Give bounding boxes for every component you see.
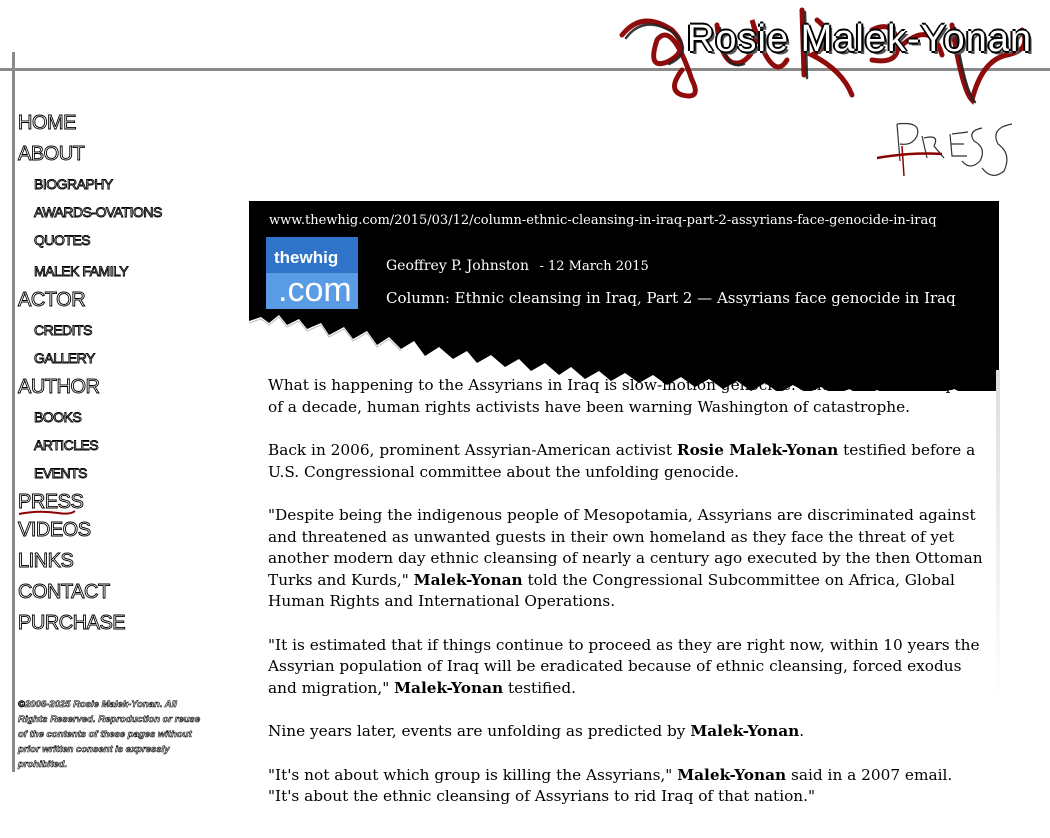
article-name-bold: Malek-Yonan bbox=[690, 722, 800, 740]
article-title: Column: Ethnic cleansing in Iraq, Part 2 — Assyrians face genocide in Iraq bbox=[386, 289, 956, 307]
article-text-run: Back in 2006, prominent Assyrian-American activist bbox=[268, 441, 677, 459]
active-nav-underline-icon bbox=[18, 508, 76, 518]
article-header-card bbox=[249, 201, 999, 391]
article-date: - 12 March 2015 bbox=[539, 259, 649, 274]
article-byline bbox=[386, 258, 649, 274]
logo-top-text: thewhig bbox=[274, 248, 339, 267]
press-heading-icon bbox=[872, 116, 1027, 186]
site-title[interactable]: Rosie Malek-Yonan bbox=[686, 18, 1032, 60]
nav-videos[interactable]: VIDEOS bbox=[18, 519, 91, 541]
article-name-bold: Malek-Yonan bbox=[413, 570, 523, 589]
thewhig-logo-icon[interactable] bbox=[266, 237, 358, 309]
article-text-run: What is happening to the Assyrians in Iraq is slow-motion genocide. And for the better part of a decade, human rights activists have been warning Washington of catastrophe. bbox=[268, 376, 978, 416]
nav-purchase[interactable]: PURCHASE bbox=[18, 612, 126, 634]
article-paragraph bbox=[268, 765, 983, 808]
article-paragraph bbox=[268, 440, 983, 483]
article-paragraph bbox=[268, 635, 983, 700]
nav-about[interactable]: ABOUT bbox=[18, 143, 85, 165]
nav-books[interactable]: BOOKS bbox=[34, 409, 82, 425]
article-text-run: testified before a U.S. Congressional committee about the unfolding genocide. bbox=[268, 441, 976, 481]
nav-gallery[interactable]: GALLERY bbox=[34, 350, 95, 366]
article-text-run: said in a 2007 email. "It's about the ethnic cleansing of Assyrians to rid Iraq of that nation." bbox=[268, 765, 953, 805]
logo-bottom-text: .com bbox=[278, 271, 352, 309]
article-text-run: testified. bbox=[503, 678, 576, 697]
article-paragraph bbox=[268, 505, 983, 613]
nav-actor[interactable]: ACTOR bbox=[18, 289, 86, 311]
article-author: Geoffrey P. Johnston bbox=[386, 258, 529, 274]
nav-articles[interactable]: ARTICLES bbox=[34, 437, 99, 453]
article-source-url[interactable]: www.thewhig.com/2015/03/12/column-ethnic-cleansing-in-iraq-part-2-assyrians-face-genocide-in-iraq bbox=[269, 213, 937, 228]
article-text-run: . bbox=[799, 722, 805, 740]
nav-malek-family[interactable]: MALEK FAMILY bbox=[34, 263, 129, 279]
nav-press[interactable]: PRESS bbox=[18, 491, 84, 513]
article-text-run: "Despite being the indigenous people of Mesopotamia, Assyrians are discriminated against and threatened as unwanted guests in their own homeland as they face the threat of yet another modern day ethnic cleansing of nearly a century ago executed by the then Ottoman Turks and Kurds," bbox=[268, 506, 983, 589]
nav-links[interactable]: LINKS bbox=[18, 550, 74, 572]
article-text-run: Nine years later, events are unfolding as predicted by bbox=[268, 722, 691, 740]
nav-author[interactable]: AUTHOR bbox=[18, 376, 100, 398]
article-name-bold: Malek-Yonan bbox=[677, 765, 787, 784]
article-body bbox=[268, 375, 983, 830]
article-text-run: "It's not about which group is killing the Assyrians," bbox=[268, 765, 678, 784]
nav-quotes[interactable]: QUOTES bbox=[34, 232, 91, 248]
article-paragraph bbox=[268, 721, 983, 743]
card-side-shadow bbox=[996, 370, 1000, 700]
article-text-run: "It is estimated that if things continue to proceed as they are right now, within 10 years the Assyrian population of Iraq will be eradicated because of ethnic cleansing, forced exodus and migration," bbox=[268, 635, 980, 697]
nav-biography[interactable]: BIOGRAPHY bbox=[34, 176, 113, 192]
nav-events[interactable]: EVENTS bbox=[34, 465, 88, 481]
nav-contact[interactable]: CONTACT bbox=[18, 581, 110, 603]
nav-awards[interactable]: AWARDS-OVATIONS bbox=[34, 204, 162, 220]
article-text-run: told the Congressional Subcommittee on Africa, Global Human Rights and International Operations. bbox=[268, 570, 955, 610]
article-name-bold: Rosie Malek-Yonan bbox=[676, 441, 839, 459]
nav-credits[interactable]: CREDITS bbox=[34, 322, 92, 338]
copyright-notice: ©2006-2025 Rosie Malek-Yonan. All Rights Reserved. Reproduction or reuse of the contents of these pages without prior written consent is expressly prohibited. bbox=[18, 699, 201, 770]
article-name-bold: Malek-Yonan bbox=[394, 678, 504, 697]
frame-vertical-line bbox=[12, 52, 15, 772]
nav-home[interactable]: HOME bbox=[18, 112, 76, 134]
article-paragraph bbox=[268, 375, 983, 418]
